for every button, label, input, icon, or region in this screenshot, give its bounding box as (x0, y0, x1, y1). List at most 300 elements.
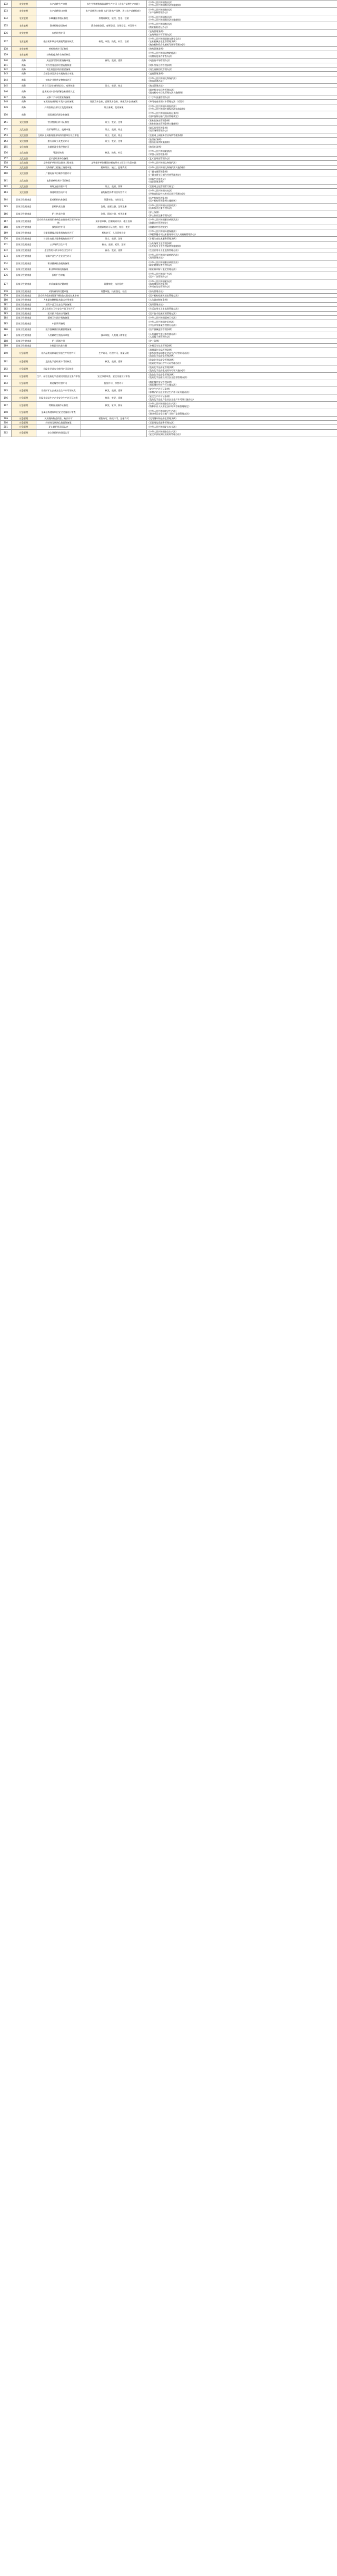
cell-sub-item-name (81, 170, 147, 177)
legal-basis-line: 《互联网文化管理暂行规定》 (147, 185, 176, 188)
cell-legal-basis (147, 429, 337, 437)
cell-department: 应急管理 (12, 358, 36, 365)
legal-basis-line: 《中华人民共和国渔业法》 (147, 15, 174, 18)
table-row (1, 365, 337, 373)
legal-basis-line: 《互联网信息服务管理办法》 (147, 421, 176, 424)
cell-department: 国家卫生健康委 (12, 298, 36, 302)
cell-department: 国家卫生健康委 (12, 196, 36, 203)
cell-sub-item-name (81, 409, 147, 416)
legal-basis-line: 《危险化学品安全使用许可证实施办法》 (147, 369, 186, 372)
cell-department: 文化旅游 (12, 133, 36, 137)
legal-basis-line: 《拖拉机和联合收割机驾驶证管理办法》 (147, 43, 186, 46)
cell-item-name: 危险化学品安全使用许可证核发 (36, 365, 81, 373)
cell-legal-basis (147, 59, 337, 63)
cell-row-number: 184 (1, 316, 12, 320)
cell-legal-basis (147, 316, 337, 320)
table-row (1, 229, 337, 237)
cell-legal-basis (147, 311, 337, 315)
cell-item-name: 直销企业及其分支机构设立审批 (36, 72, 81, 76)
legal-basis-line: 《农药管理条例》 (147, 30, 165, 33)
cell-row-number: 143 (1, 72, 12, 76)
cell-sub-item-name (81, 339, 147, 343)
legal-basis-line: 《计划生育技术服务管理条例》 (147, 237, 178, 240)
cell-sub-item-name: 注册、变更注册、注销注册 (81, 203, 147, 210)
cell-row-number: 141 (1, 63, 12, 67)
legal-basis-line: 《中华人民共和国矿山安全法》 (147, 426, 178, 429)
cell-row-number: 142 (1, 67, 12, 72)
cell-row-number: 158 (1, 161, 12, 165)
cell-legal-basis (147, 420, 337, 424)
legal-basis-line: 《医疗机构管理条例实施细则》 (147, 199, 178, 202)
cell-legal-basis (147, 72, 337, 76)
cell-item-name: 营业性演出许可证核发 (36, 119, 81, 126)
cell-item-name: 水产苗种生产审批 (36, 1, 81, 8)
cell-department: 农业农村 (12, 30, 36, 37)
cell-sub-item-name (81, 157, 147, 161)
table-row (1, 298, 337, 302)
regulatory-items-sheet (0, 0, 337, 437)
cell-department: 应急管理 (12, 380, 36, 387)
cell-sub-item-name (81, 316, 147, 320)
cell-legal-basis (147, 387, 337, 394)
cell-legal-basis (147, 237, 337, 241)
cell-legal-basis (147, 47, 337, 51)
cell-item-name: 文物保护单位周边建设工程审批 (36, 161, 81, 165)
table-row (1, 189, 337, 196)
table-row (1, 47, 337, 51)
cell-row-number: 168 (1, 225, 12, 229)
cell-item-name: 职业病诊断机构备案 (36, 267, 81, 272)
cell-legal-basis (147, 111, 337, 119)
cell-legal-basis (147, 51, 337, 59)
legal-basis-line: 《报废机动车回收管理办法实施细则》 (147, 91, 184, 94)
cell-department: 应急管理 (12, 425, 36, 429)
cell-sub-item-name (81, 76, 147, 83)
cell-item-name: 人体器官移植技术临床应用审批 (36, 298, 81, 302)
legal-basis-line: 《中华人民共和国国际海运条例》 (147, 112, 180, 115)
table-row (1, 177, 337, 184)
cell-department: 农业农村 (12, 36, 36, 46)
legal-basis-line: 《生活饮用水卫生监督管理办法》 (147, 249, 180, 252)
cell-sub-item-name: 机构许可、人员资格认定 (81, 229, 147, 237)
cell-legal-basis (147, 95, 337, 99)
cell-sub-item-name: 设立、变更、终止 (81, 83, 147, 88)
cell-row-number: 179 (1, 294, 12, 298)
cell-item-name: 成品油零售经营资格审批 (36, 59, 81, 63)
legal-basis-line: 《中华人民共和国文物保护法实施条例》 (147, 166, 186, 169)
legal-basis-line: 《消毒管理办法》 (147, 256, 165, 259)
cell-department: 农业农村 (12, 51, 36, 59)
cell-sub-item-name (81, 111, 147, 119)
legal-basis-line: 《中华人民共和国职业病防治法》 (147, 218, 180, 221)
cell-sub-item-name (81, 67, 147, 72)
cell-item-name: 放射诊疗许可 (36, 225, 81, 229)
legal-basis-line: 《危险化学品生产企业安全生产许可证实施办法》 (147, 398, 195, 401)
cell-legal-basis (147, 225, 337, 229)
cell-row-number: 167 (1, 218, 12, 225)
cell-department: 农业农村 (12, 15, 36, 22)
cell-item-name: 广播电视节目制作经营许可 (36, 170, 81, 177)
cell-row-number: 160 (1, 170, 12, 177)
table-row (1, 260, 337, 267)
cell-item-name: 拖拉机和联合收割机驾驶证核发 (36, 36, 81, 46)
cell-row-number: 164 (1, 196, 12, 203)
legal-basis-line: 《建设项目安全设施“三同时”监督管理办法》 (147, 412, 191, 416)
cell-row-number: 137 (1, 36, 12, 46)
cell-item-name: 生活饮用水供水单位卫生许可 (36, 248, 81, 253)
cell-row-number: 145 (1, 83, 12, 88)
cell-row-number: 149 (1, 104, 12, 111)
legal-basis-line: 《农业机械安全监督管理条例》 (147, 40, 178, 43)
cell-row-number: 190 (1, 348, 12, 358)
cell-item-name: 艺术品经营单位备案 (36, 157, 81, 161)
cell-department: 应急管理 (12, 429, 36, 437)
cell-row-number: 152 (1, 126, 12, 133)
cell-department: 商务 (12, 72, 36, 76)
cell-sub-item-name (81, 144, 147, 149)
table-row (1, 420, 337, 424)
cell-row-number: 151 (1, 119, 12, 126)
cell-legal-basis (147, 83, 337, 88)
legal-basis-line: 《旅行社条例实施细则》 (147, 141, 172, 144)
cell-item-name: 危险化学品生产企业安全生产许可证核发 (36, 394, 81, 402)
cell-department: 文化旅游 (12, 126, 36, 133)
cell-department: 文化旅游 (12, 184, 36, 188)
table-row (1, 111, 337, 119)
cell-legal-basis (147, 133, 337, 137)
cell-department: 商务 (12, 111, 36, 119)
cell-row-number: 185 (1, 320, 12, 327)
legal-basis-line: 《危险化学品建设项目安全监督管理办法》 (147, 376, 189, 379)
cell-row-number: 186 (1, 327, 12, 332)
cell-department: 应急管理 (12, 387, 36, 394)
cell-sub-item-name: 注册、延续注册、变更注册 (81, 210, 147, 218)
legal-basis-line: 《中华人民共和国道路交通安全法》 (147, 37, 182, 40)
legal-basis-line: 《报废机动车回收管理办法》 (147, 88, 176, 91)
cell-department: 国家卫生健康委 (12, 260, 36, 267)
cell-legal-basis (147, 189, 337, 196)
cell-department: 应急管理 (12, 402, 36, 409)
table-row (1, 59, 337, 63)
table-row (1, 394, 337, 402)
table-row (1, 100, 337, 104)
legal-basis-line: 《国际货物运输代理业管理规定》 (147, 114, 180, 118)
legal-basis-line: 《中华人民共和国职业病防治法》 (147, 261, 180, 264)
cell-row-number: 132 (1, 1, 12, 8)
legal-basis-line: 《职业健康检查管理办法》 (147, 263, 174, 266)
legal-basis-line: 《中华人民共和国外商投资法实施条例》 (147, 107, 186, 110)
cell-sub-item-name: 新办、变更、延续、注销 (81, 241, 147, 248)
table-row (1, 165, 337, 169)
legal-basis-line: 《广播电视节目制作经营管理规定》 (147, 173, 182, 176)
cell-item-name: 生产、储存危险化学品建设项目安全条件审查 (36, 372, 81, 380)
legal-basis-line: 《中华人民共和国动物防疫法》 (147, 52, 178, 55)
cell-item-name: 危险化学品经营许可证核发 (36, 358, 81, 365)
cell-item-name: 国际货运代理企业备案 (36, 111, 81, 119)
cell-item-name: 经营性互联网信息服务备案 (36, 420, 81, 424)
cell-legal-basis (147, 184, 337, 188)
cell-row-number: 196 (1, 394, 12, 402)
cell-department: 国家卫生健康委 (12, 267, 36, 272)
cell-legal-basis (147, 149, 337, 157)
legal-basis-line: 《中华人民共和国渔业法》 (147, 1, 174, 4)
cell-department: 文化旅游 (12, 189, 36, 196)
legal-basis-line: 《旅行社条例》 (147, 145, 163, 148)
cell-item-name: 护士延续注册 (36, 339, 81, 343)
cell-sub-item-name (81, 63, 147, 67)
cell-legal-basis (147, 144, 337, 149)
cell-sub-item-name (81, 307, 147, 311)
cell-sub-item-name: 新设、变更、延续 (81, 59, 147, 63)
cell-department: 应急管理 (12, 365, 36, 373)
cell-department: 国家卫生健康委 (12, 327, 36, 332)
table-body (1, 1, 337, 437)
cell-department: 国家卫生健康委 (12, 289, 36, 293)
cell-sub-item-name: 放射诊疗许可证核发、校验、变更 (81, 225, 147, 229)
table-row (1, 267, 337, 272)
cell-sub-item-name (81, 327, 147, 332)
cell-department: 国家卫生健康委 (12, 253, 36, 260)
cell-sub-item-name: 销售许可、购买许可、运输许可 (81, 416, 147, 420)
cell-legal-basis (147, 365, 337, 373)
cell-sub-item-name (81, 253, 147, 260)
legal-basis-line: 《对外劳务合作管理条例》 (147, 63, 174, 66)
legal-basis-line: 《再生资源回收管理办法》 (147, 68, 174, 71)
legal-basis-line: 《护士条例》 (147, 211, 161, 214)
table-row (1, 196, 337, 203)
legal-basis-line: 《单采血浆站管理办法》 (147, 285, 172, 288)
table-row (1, 119, 337, 126)
cell-department: 商务 (12, 95, 36, 99)
cell-row-number: 170 (1, 237, 12, 241)
cell-item-name: 矿山救护队资质认定 (36, 425, 81, 429)
legal-basis-line: 《消毒管理办法》 (147, 303, 165, 306)
cell-sub-item-name: 设立、变更、终止 (81, 126, 147, 133)
table-row (1, 157, 337, 161)
legal-basis-line: 《民用爆炸物品安全管理条例》 (147, 417, 178, 420)
legal-basis-line: 《非药品类易制毒化学品生产经营许可办法》 (147, 351, 191, 354)
legal-basis-line: 《中华人民共和国传染病防治法》 (147, 253, 180, 256)
cell-department: 国家卫生健康委 (12, 210, 36, 218)
cell-legal-basis (147, 339, 337, 343)
regulatory-items-table (0, 0, 337, 437)
cell-item-name: 医疗器械使用质量管理备案 (36, 327, 81, 332)
legal-basis-line: 《特种作业人员安全技术培训考核管理规定》 (147, 405, 191, 408)
table-row (1, 348, 337, 358)
table-row (1, 253, 337, 260)
cell-row-number: 159 (1, 165, 12, 169)
table-row (1, 30, 337, 37)
table-row (1, 22, 337, 30)
cell-row-number: 153 (1, 133, 12, 137)
cell-row-number: 173 (1, 253, 12, 260)
cell-sub-item-name: 批发许可、零售许可 (81, 380, 147, 387)
table-row (1, 170, 337, 177)
legal-basis-line: 《放射诊疗管理规定》 (147, 221, 169, 224)
legal-basis-line: 《安全生产许可证条例》 (147, 395, 172, 398)
legal-basis-line: 《广播电视管理条例》 (147, 170, 169, 173)
cell-department: 应急管理 (12, 420, 36, 424)
cell-sub-item-name: 生产许可、经营许可、备案证明 (81, 348, 147, 358)
cell-sub-item-name: 设置审批、执业登记、校验 (81, 289, 147, 293)
cell-item-name: 文物保护工程施工资质审批 (36, 165, 81, 169)
cell-sub-item-name: 核发、变更、延期 (81, 387, 147, 394)
cell-item-name: 医疗技术临床应用备案 (36, 311, 81, 315)
cell-sub-item-name: 核发、变更、延期 (81, 358, 147, 365)
cell-item-name: 医疗机构临床基因扩增检验实验室技术审核 (36, 294, 81, 298)
cell-sub-item-name: 高危险性体育项目经营许可 (81, 189, 147, 196)
cell-sub-item-name (81, 311, 147, 315)
cell-row-number: 169 (1, 229, 12, 237)
cell-row-number: 193 (1, 372, 12, 380)
cell-row-number: 180 (1, 298, 12, 302)
legal-basis-line: 《中华人民共和国献血法》 (147, 279, 174, 283)
cell-sub-item-name: 设置审批、执业验收 (81, 279, 147, 289)
cell-item-name: 护士执业注册 (36, 210, 81, 218)
cell-row-number: 176 (1, 272, 12, 279)
cell-sub-item-name: 水生生物增殖放流苗种生产许可（含水产苗种生产审批） (81, 1, 147, 8)
cell-item-name: 外商投资企业设立及变更备案 (36, 104, 81, 111)
cell-item-name: 兽药经营许可证核发 (36, 47, 81, 51)
cell-legal-basis (147, 320, 337, 327)
cell-legal-basis (147, 170, 337, 177)
cell-item-name: 互联网上网服务营业场所经营单位设立审批 (36, 133, 81, 137)
cell-legal-basis (147, 289, 337, 293)
legal-basis-line: 《血站管理办法》 (147, 290, 165, 293)
cell-department: 国家卫生健康委 (12, 229, 36, 237)
cell-row-number: 138 (1, 47, 12, 51)
cell-sub-item-name: 养殖证核发、延续、变更、注销 (81, 15, 147, 22)
cell-department: 国家卫生健康委 (12, 320, 36, 327)
cell-item-name: 出境旅游业务经营许可 (36, 144, 81, 149)
cell-item-name: 农药经营许可 (36, 30, 81, 37)
table-row (1, 409, 337, 416)
cell-row-number: 182 (1, 307, 12, 311)
legal-basis-line: 《直销管理条例》 (147, 72, 165, 75)
legal-basis-line: 《安全评价检测检验机构管理办法》 (147, 433, 182, 436)
cell-department: 商务 (12, 104, 36, 111)
cell-item-name: 非药品类易制毒化学品生产经营许可 (36, 348, 81, 358)
cell-sub-item-name (81, 294, 147, 298)
cell-department: 应急管理 (12, 348, 36, 358)
cell-sub-item-name: 设立、变更、续期 (81, 184, 147, 188)
cell-department: 文化旅游 (12, 119, 36, 126)
table-row (1, 327, 337, 332)
legal-basis-line: 《护士执业注册管理办法》 (147, 214, 174, 217)
legal-basis-line: 《安全生产许可证条例》 (147, 388, 172, 391)
cell-row-number: 201 (1, 425, 12, 429)
cell-row-number: 202 (1, 429, 12, 437)
cell-sub-item-name (81, 298, 147, 302)
table-row (1, 72, 337, 76)
cell-item-name: 再生资源回收经营者备案 (36, 67, 81, 72)
cell-item-name: 网络文化经营许可 (36, 184, 81, 188)
legal-basis-line: 《人类精子库管理办法》 (147, 335, 172, 338)
cell-legal-basis (147, 372, 337, 380)
legal-basis-line: 《中华人民共和国渔业法》 (147, 8, 174, 11)
cell-item-name: 母婴保健技术服务机构执业许可 (36, 229, 81, 237)
cell-legal-basis (147, 298, 337, 302)
cell-sub-item-name (81, 260, 147, 267)
legal-basis-line: 《中华人民共和国执业医师法》 (147, 204, 178, 207)
legal-basis-line: 《中华人民共和国安全生产法》 (147, 409, 178, 412)
cell-sub-item-name (81, 88, 147, 95)
cell-item-name: 非煤矿矿山企业安全生产许可证核发 (36, 387, 81, 394)
cell-legal-basis (147, 100, 337, 104)
cell-row-number: 150 (1, 111, 12, 119)
cell-department: 文化旅游 (12, 170, 36, 177)
cell-sub-item-name: 核发、复审、换证 (81, 402, 147, 409)
table-row (1, 343, 337, 348)
cell-legal-basis (147, 67, 337, 72)
cell-sub-item-name: 设立、变更、注销 (81, 119, 147, 126)
cell-row-number: 134 (1, 15, 12, 22)
cell-sub-item-name (81, 51, 147, 59)
cell-sub-item-name: 新办、变更、延续 (81, 248, 147, 253)
cell-item-name: 典当行及分支机构设立、变更核准 (36, 83, 81, 88)
cell-legal-basis (147, 88, 337, 95)
legal-basis-line: 《烟花爆竹经营许可实施办法》 (147, 383, 178, 387)
legal-basis-line: 《危险化学品安全管理条例》 (147, 359, 176, 362)
cell-sub-item-name (81, 30, 147, 37)
cell-item-name: 旅行社设立及变更许可 (36, 138, 81, 145)
cell-sub-item-name (81, 302, 147, 306)
table-row (1, 294, 337, 298)
legal-basis-line: 《渔业船舶登记办法》 (147, 25, 169, 28)
legal-basis-line: 《经营高危险性体育项目许可管理办法》 (147, 192, 186, 195)
cell-department: 国家卫生健康委 (12, 339, 36, 343)
cell-legal-basis (147, 425, 337, 429)
cell-legal-basis (147, 307, 337, 311)
table-row (1, 316, 337, 320)
cell-row-number: 197 (1, 402, 12, 409)
cell-department: 文化旅游 (12, 177, 36, 184)
cell-department: 国家卫生健康委 (12, 332, 36, 339)
legal-basis-line: 《医疗技术临床应用管理办法》 (147, 312, 178, 315)
cell-department: 商务 (12, 88, 36, 95)
table-row (1, 307, 337, 311)
cell-legal-basis (147, 380, 337, 387)
cell-row-number: 183 (1, 311, 12, 315)
cell-legal-basis (147, 260, 337, 267)
table-row (1, 138, 337, 145)
cell-department: 商务 (12, 100, 36, 104)
legal-basis-line: 《医疗机构临床实验室管理办法》 (147, 294, 180, 297)
cell-legal-basis (147, 294, 337, 298)
table-row (1, 126, 337, 133)
cell-sub-item-name: 渔业船舶登记、变更登记、注销登记、补发证书 (81, 22, 147, 30)
cell-row-number: 161 (1, 177, 12, 184)
table-row (1, 95, 337, 99)
legal-basis-line: 《旅行社条例》 (147, 138, 163, 141)
legal-basis-line: 《人类辅助生殖技术管理办法》 (147, 332, 178, 335)
cell-item-name: 医疗机构执业登记 (36, 196, 81, 203)
cell-item-name: 从事二手车经营业务备案 (36, 95, 81, 99)
cell-department: 国家卫生健康委 (12, 316, 36, 320)
table-row (1, 51, 337, 59)
legal-basis-line: 《医师执业注册管理办法》 (147, 207, 174, 210)
table-row (1, 36, 337, 46)
legal-basis-line: 《典当管理办法》 (147, 84, 165, 87)
table-row (1, 149, 337, 157)
table-row (1, 67, 337, 72)
cell-row-number: 171 (1, 241, 12, 248)
cell-item-name: 乡村医生执业注册 (36, 343, 81, 348)
legal-basis-line: 《公共场所卫生管理条例》 (147, 242, 174, 245)
cell-row-number: 177 (1, 279, 12, 289)
table-row (1, 7, 337, 15)
table-row (1, 76, 337, 83)
